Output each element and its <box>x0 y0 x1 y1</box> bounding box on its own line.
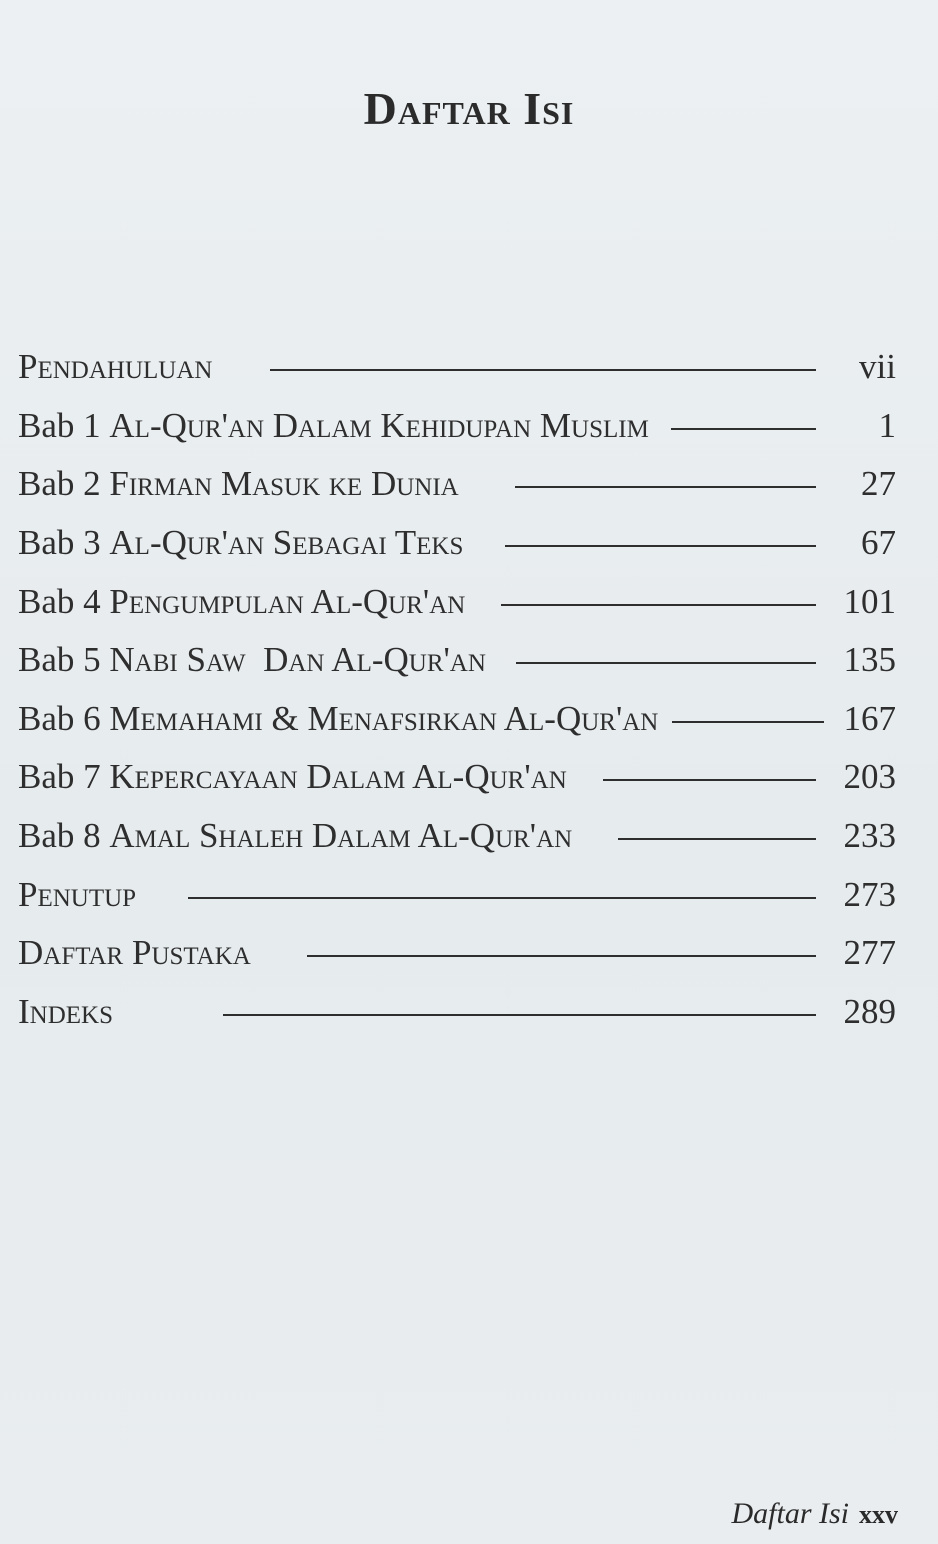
toc-entry-title: Penutup <box>18 874 137 914</box>
toc-leader-line <box>505 545 816 547</box>
toc-page-number: 27 <box>861 464 896 504</box>
toc-entry-title: Indeks <box>18 991 113 1031</box>
toc-entry-bab-3 <box>18 514 896 573</box>
toc-leader-line <box>672 721 824 723</box>
toc-leader-line <box>515 486 816 488</box>
toc-page-number: 289 <box>843 991 896 1031</box>
toc-page-number: 167 <box>843 698 896 738</box>
toc-entry-bab-8 <box>18 807 896 866</box>
toc-entry-daftar-pustaka <box>18 924 896 983</box>
toc-leader-line <box>270 369 816 371</box>
toc-leader-line <box>307 955 816 957</box>
toc-entry-title: Pendahuluan <box>18 347 213 387</box>
table-of-contents <box>18 338 896 1041</box>
toc-leader-line <box>223 1014 816 1016</box>
toc-entry-bab-1 <box>18 397 896 456</box>
toc-entry-bab-2 <box>18 455 896 514</box>
toc-page-number: 277 <box>843 933 896 973</box>
toc-leader-line <box>618 838 816 840</box>
toc-leader-line <box>516 662 816 664</box>
toc-page-number: 203 <box>843 757 896 797</box>
toc-entry-title: Bab 1 Al-Qur'an Dalam Kehidupan Muslim <box>18 405 649 445</box>
toc-entry-title: Bab 7 Kepercayaan Dalam Al-Qur'an <box>18 757 567 797</box>
toc-leader-line <box>188 897 816 899</box>
toc-page-number: vii <box>859 347 896 387</box>
toc-entry-title: Bab 8 Amal Shaleh Dalam Al-Qur'an <box>18 816 573 856</box>
toc-entry-title: Bab 4 Pengumpulan Al-Qur'an <box>18 581 466 621</box>
toc-entry-title: Bab 6 Memahami & Menafsirkan Al-Qur'an <box>18 698 659 738</box>
toc-leader-line <box>671 428 816 430</box>
toc-page-number: 67 <box>861 523 896 563</box>
toc-entry-bab-6 <box>18 690 896 749</box>
toc-entry-title: Bab 5 Nabi Saw Dan Al-Qur'an <box>18 640 486 680</box>
toc-leader-line <box>501 604 816 606</box>
toc-page-number: 101 <box>843 581 896 621</box>
toc-entry-bab-4 <box>18 572 896 631</box>
toc-page-number: 1 <box>878 405 896 445</box>
toc-leader-line <box>603 779 816 781</box>
toc-entry-title: Bab 3 Al-Qur'an Sebagai Teks <box>18 523 464 563</box>
running-footer <box>731 1497 898 1531</box>
toc-entry-title: Daftar Pustaka <box>18 933 251 973</box>
toc-page-number: 233 <box>843 816 896 856</box>
toc-entry-indeks <box>18 983 896 1042</box>
toc-entry-title: Bab 2 Firman Masuk ke Dunia <box>18 464 459 504</box>
page-title: Daftar Isi <box>363 83 575 134</box>
toc-page-number: 273 <box>843 874 896 914</box>
toc-entry-pendahuluan <box>18 338 896 397</box>
footer-running-title: Daftar Isi <box>731 1497 849 1530</box>
footer-page-number: xxv <box>859 1500 898 1529</box>
toc-entry-bab-7 <box>18 748 896 807</box>
toc-entry-bab-5 <box>18 631 896 690</box>
toc-entry-penutup <box>18 865 896 924</box>
toc-page-number: 135 <box>843 640 896 680</box>
